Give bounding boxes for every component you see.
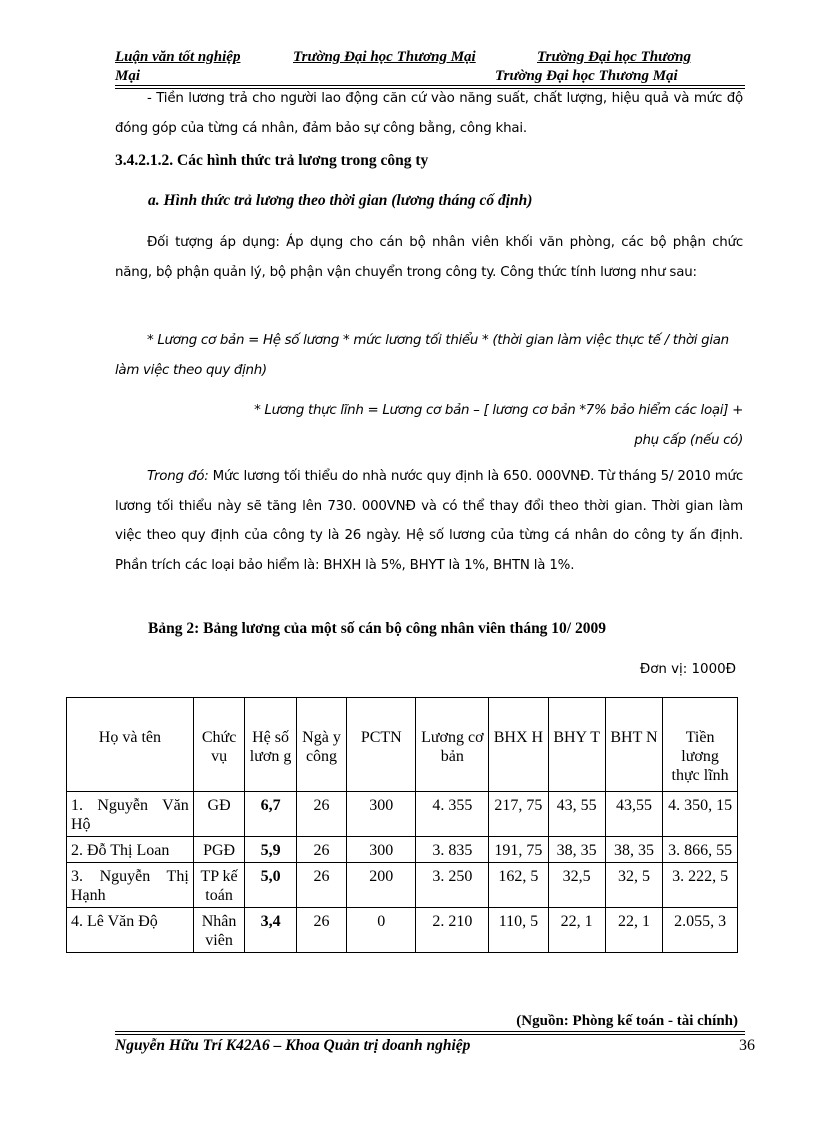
applicability-block — [115, 228, 743, 287]
header-university-2: Trường Đại học Thương — [537, 49, 691, 65]
cell-name: 4. Lê Văn Độ — [67, 908, 194, 953]
table-row — [67, 908, 738, 953]
footer-rule-top — [115, 1031, 745, 1032]
cell-bhtn: 22, 1 — [605, 908, 662, 953]
col-header-base-salary: Lương cơ bản — [416, 698, 489, 792]
footer-rule-bottom — [115, 1034, 745, 1035]
cell-bhtn: 38, 35 — [605, 837, 662, 863]
header-continuation: Mại — [115, 68, 141, 84]
cell-bhyt: 22, 1 — [548, 908, 605, 953]
formula-base-salary: * Lương cơ bản = Hệ số lương * mức lương tối thiểu * (thời gian làm việc thực tế / thời gian làm việc theo quy định) — [115, 333, 729, 378]
cell-workdays: 26 — [296, 792, 347, 837]
cell-coefficient: 6,7 — [245, 792, 296, 837]
col-header-position: Chức vụ — [193, 698, 245, 792]
intro-block — [115, 84, 743, 143]
table-row — [67, 792, 738, 837]
cell-coefficient: 3,4 — [245, 908, 296, 953]
cell-position: GĐ — [193, 792, 245, 837]
col-header-bhyt: BHY T — [548, 698, 605, 792]
cell-pctn: 0 — [347, 908, 416, 953]
cell-bhxh: 191, 75 — [489, 837, 548, 863]
cell-pctn: 200 — [347, 863, 416, 908]
cell-bhyt: 38, 35 — [548, 837, 605, 863]
cell-name: 2. Đỗ Thị Loan — [67, 837, 194, 863]
cell-bhtn: 43,55 — [605, 792, 662, 837]
cell-pctn: 300 — [347, 837, 416, 863]
col-header-coefficient: Hệ số lươn g — [245, 698, 296, 792]
table-title: Bảng 2: Bảng lương của một số cán bộ công nhân viên tháng 10/ 2009 — [148, 620, 606, 637]
cell-name: 3. Nguyễn Thị Hạnh — [67, 863, 194, 908]
formula-net-salary-line1: * Lương thực lĩnh = Lương cơ bản – [ lương cơ bản *7% bảo hiểm các loại] + — [254, 403, 743, 418]
cell-coefficient: 5,9 — [245, 837, 296, 863]
table-source: (Nguồn: Phòng kế toán - tài chính) — [516, 1013, 738, 1029]
cell-workdays: 26 — [296, 908, 347, 953]
col-header-name: Họ và tên — [67, 698, 194, 792]
header-university-1: Trường Đại học Thương Mại — [293, 49, 476, 65]
cell-net-salary: 3. 866, 55 — [663, 837, 738, 863]
page-number: 36 — [739, 1037, 755, 1054]
cell-bhxh: 162, 5 — [489, 863, 548, 908]
formula-net-salary — [115, 396, 743, 455]
col-header-net-salary: Tiền lương thực lĩnh — [663, 698, 738, 792]
salary-table — [66, 697, 738, 953]
page-footer — [115, 1037, 755, 1055]
col-header-workdays: Ngà y công — [296, 698, 347, 792]
cell-coefficient: 5,0 — [245, 863, 296, 908]
header-university-3: Trường Đại học Thương Mại — [495, 68, 678, 84]
section-heading: 3.4.2.1.2. Các hình thức trả lương trong công ty — [115, 152, 429, 169]
cell-base-salary: 4. 355 — [416, 792, 489, 837]
where-text: Mức lương tối thiểu do nhà nước quy định là 650. 000VNĐ. Từ tháng 5/ 2010 mức lương tối thiểu này sẽ tăng lên 730. 000VNĐ và có thể thay đổi theo thời gian. Thời gian làm việc theo quy định của công ty là 26 ngày. Hệ số lương của từng cá nhân do công ty ấn định. Phần trích các loại bảo hiểm là: BHXH là 5%, BHYT là 1%, BHTN là 1%. — [115, 469, 743, 573]
page-header — [115, 48, 745, 86]
applicability-paragraph: Đối tượng áp dụng: Áp dụng cho cán bộ nhân viên khối văn phòng, các bộ phận chức năng, bộ phận quản lý, bộ phận vận chuyển trong công ty. Công thức tính lương như sau: — [115, 235, 743, 280]
cell-name: 1. Nguyễn Văn Hộ — [67, 792, 194, 837]
intro-paragraph: - Tiền lương trả cho người lao động căn cứ vào năng suất, chất lượng, hiệu quả và mức độ đóng góp của từng cá nhân, đảm bảo sự công bằng, công khai. — [115, 91, 743, 136]
cell-base-salary: 3. 835 — [416, 837, 489, 863]
table-header-row — [67, 698, 738, 792]
cell-bhyt: 32,5 — [548, 863, 605, 908]
cell-base-salary: 2. 210 — [416, 908, 489, 953]
where-label: Trong đó: — [147, 469, 209, 484]
table-row — [67, 837, 738, 863]
cell-net-salary: 2.055, 3 — [663, 908, 738, 953]
cell-net-salary: 4. 350, 15 — [663, 792, 738, 837]
cell-position: PGĐ — [193, 837, 245, 863]
cell-bhxh: 217, 75 — [489, 792, 548, 837]
cell-workdays: 26 — [296, 837, 347, 863]
col-header-pctn: PCTN — [347, 698, 416, 792]
where-paragraph — [115, 462, 743, 580]
cell-net-salary: 3. 222, 5 — [663, 863, 738, 908]
col-header-bhxh: BHX H — [489, 698, 548, 792]
table-row — [67, 863, 738, 908]
table-unit: Đơn vị: 1000Đ — [639, 662, 736, 677]
col-header-bhtn: BHT N — [605, 698, 662, 792]
cell-pctn: 300 — [347, 792, 416, 837]
cell-workdays: 26 — [296, 863, 347, 908]
cell-position: TP kế toán — [193, 863, 245, 908]
formula-net-salary-line2: phụ cấp (nếu có) — [634, 432, 743, 448]
cell-base-salary: 3. 250 — [416, 863, 489, 908]
header-thesis-label: Luận văn tốt nghiệp — [115, 49, 241, 65]
cell-bhtn: 32, 5 — [605, 863, 662, 908]
cell-position: Nhân viên — [193, 908, 245, 953]
subsection-heading: a. Hình thức trả lương theo thời gian (lương tháng cố định) — [148, 192, 533, 209]
where-block — [115, 462, 743, 580]
footer-author: Nguyễn Hữu Trí K42A6 – Khoa Quản trị doanh nghiệp — [115, 1037, 471, 1054]
cell-bhxh: 110, 5 — [489, 908, 548, 953]
cell-bhyt: 43, 55 — [548, 792, 605, 837]
